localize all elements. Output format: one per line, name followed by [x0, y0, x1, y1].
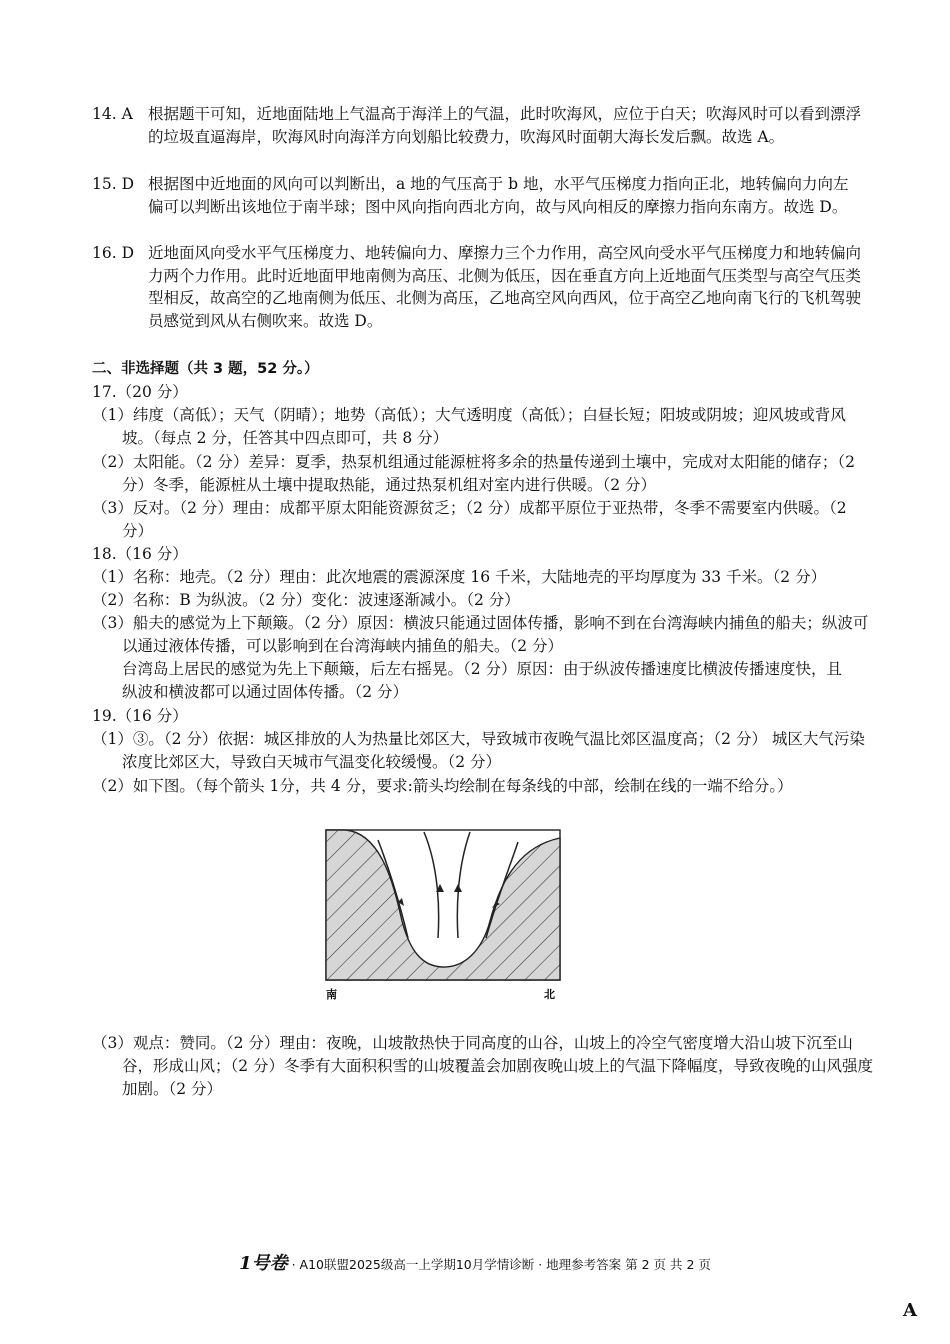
answer-explanation: 根据题干可知，近地面陆地上气温高于海洋上的气温，此时吹海风，应位于白天；吹海风时可以看到漂浮的垃圾直逼海岸，吹海风时向海洋方向划船比较费力，吹海风时面朝大海长发后飘。故选 A。	[148, 105, 862, 146]
answer-number: 14. A	[92, 105, 133, 123]
q18-heading: 18.（16 分）	[92, 545, 188, 563]
answer-number: 16. D	[92, 244, 135, 262]
q18-part3: （3）船夫的感觉为上下颠簸。（2 分）原因：横波只能通过固体传播，影响不到在台湾海峡内捕鱼的船夫；纵波可以通过液体传播，可以影响到在台湾海峡内捕鱼的船夫。（2 分）	[92, 614, 869, 655]
label-north: 北	[544, 988, 555, 1001]
q19-part1: （1）③。（2 分）依据：城区排放的人为热量比郊区大，导致城市夜晚气温比郊区温度高；（2 分） 城区大气污染浓度比郊区大，导致白天城市气温变化较缓慢。（2 分）	[92, 730, 865, 771]
q18-part2: （2）名称：B 为纵波。（2 分）变化：波速逐渐减小。（2 分）	[92, 591, 520, 609]
q17-part3: （3）反对。（2 分）理由：成都平原太阳能资源贫乏；（2 分）成都平原位于亚热带，冬季不需要室内供暖。（2 分）	[92, 499, 847, 540]
valley-wind-diagram	[322, 826, 566, 1008]
q18-part1: （1）名称：地壳。（2 分）理由：此次地震的震源深度 16 千米，大陆地壳的平均厚度为 33 千米。（2 分）	[92, 568, 827, 586]
q17-part1: （1）纬度（高低）；天气（阴晴）；地势（高低）；大气透明度（高低）；白昼长短；阳坡或阴坡；迎风坡或背风坡。（每点 2 分，任答其中四点即可，共 8 分）	[92, 406, 846, 447]
answer-explanation: 根据图中近地面的风向可以判断出，a 地的气压高于 b 地，水平气压梯度力指向正北，地转偏向力向左偏可以判断出该地位于南半球；图中风向指向西北方向，故与风向相反的摩擦力指向东南方。故选 D。	[148, 175, 849, 216]
q19-part3: （3）观点：赞同。（2 分）理由：夜晚，山坡散热快于同高度的山谷，山坡上的冷空气密度增大沿山坡下沉至山谷，形成山风；（2 分）冬季有大面积积雪的山坡覆盖会加剧夜晚山坡上的气温下降幅度，导致夜晚的山风强度加剧。（2 分）	[92, 1034, 874, 1098]
answer-15	[92, 173, 862, 218]
answer-14	[92, 103, 862, 148]
brand-logo: 1号卷	[239, 1253, 288, 1274]
footer-text: · A10联盟2025级高一上学期10月学情诊断 · 地理参考答案 第 2 页 共 2 页	[291, 1257, 711, 1272]
q19-heading: 19.（16 分）	[92, 707, 188, 725]
q17-heading: 17.（20 分）	[92, 383, 188, 401]
page-footer	[0, 1249, 950, 1275]
label-south: 南	[326, 988, 337, 1001]
q17-part2: （2）太阳能。（2 分）差异：夏季，热泵机组通过能源桩将多余的热量传递到土壤中，完成对太阳能的储存；（2 分）冬季，能源桩从土壤中提取热能，通过热泵机组对室内进行供暖。（2 分）	[92, 453, 856, 494]
answer-16	[92, 242, 862, 332]
q18-part3-cont: 台湾岛上居民的感觉为先上下颠簸，后左右摇晃。（2 分）原因：由于纵波传播速度比横波传播速度快，且纵波和横波都可以通过固体传播。（2 分）	[122, 660, 843, 701]
answer-number: 15. D	[92, 175, 135, 193]
section-title: 二、非选择题（共 3 题，52 分。）	[92, 361, 319, 377]
version-mark: A	[903, 1300, 917, 1321]
answer-explanation: 近地面风向受水平气压梯度力、地转偏向力、摩擦力三个力作用，高空风向受水平气压梯度力和地转偏向力两个力作用。此时近地面甲地南侧为高压、北侧为低压，因在垂直方向上近地面气压类型与高空气压类型相反，故高空的乙地南侧为低压、北侧为高压，乙地高空风向西风，位于高空乙地向南飞行的飞机驾驶员感觉到风从右侧吹来。故选 D。	[148, 244, 862, 330]
valley-diagram-svg	[322, 826, 566, 1008]
q19-part2: （2）如下图。（每个箭头 1分，共 4 分，要求:箭头均绘制在每条线的中部，绘制在线的一端不给分。）	[92, 777, 793, 795]
